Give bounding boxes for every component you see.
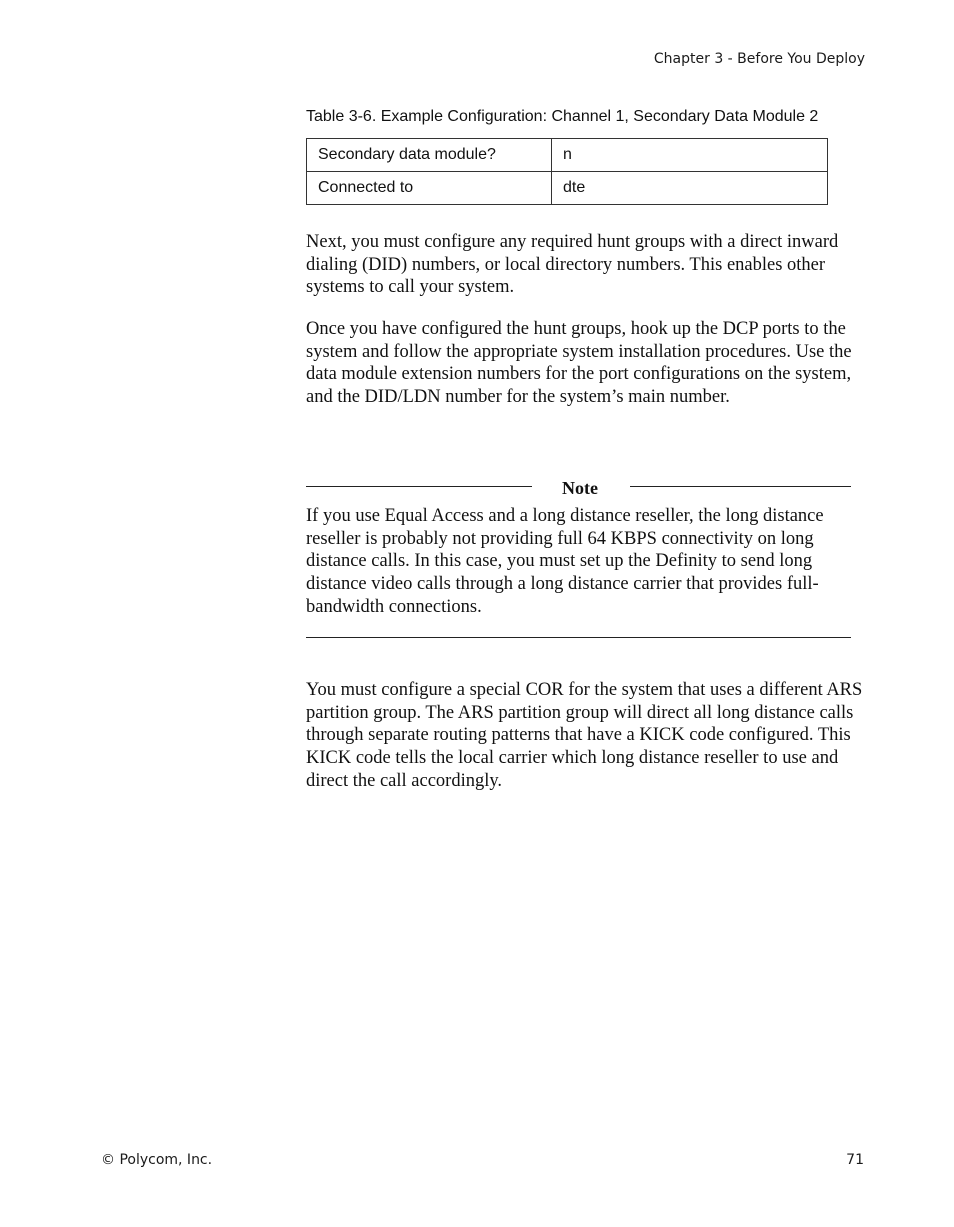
body-paragraph-cor: You must configure a special COR for the system that uses a different ARS partition group. The ARS partition group will direct all long distance calls through separate routing patterns that have a KICK code configured. This KICK code tells the local carrier which long distance reseller to use and direct the call accordingly. (306, 680, 863, 791)
note-bottom-rule (306, 637, 851, 638)
table-cell-label: Connected to (307, 172, 552, 205)
note-rule-left (306, 486, 532, 487)
footer-copyright: © Polycom, Inc. (101, 1152, 213, 1168)
table-caption: Table 3-6. Example Configuration: Channel 1, Secondary Data Module 2 (306, 108, 819, 125)
table-row (307, 139, 828, 172)
footer-page-number: 71 (846, 1152, 864, 1168)
configuration-table (306, 138, 828, 205)
note-header (306, 477, 851, 499)
table-cell-label: Secondary data module? (307, 139, 552, 172)
note-text: If you use Equal Access and a long distance reseller, the long distance reseller is probably not providing full 64 KBPS connectivity on long distance calls. In this case, you must set up the Definity to send long distance video calls through a long distance carrier that provides full-bandwidth connections. (306, 506, 824, 617)
body-paragraph-hunt-groups: Next, you must configure any required hunt groups with a direct inward dialing (DID) numbers, or local directory numbers. This enables other systems to call your system. (306, 232, 839, 298)
body-paragraph-dcp-ports: Once you have configured the hunt groups, hook up the DCP ports to the system and follow the appropriate system installation procedures. Use the data module extension numbers for the port configurations on the system, and the DID/LDN number for the system’s main number. (306, 319, 852, 408)
table-row (307, 172, 828, 205)
table-cell-value: dte (552, 172, 828, 205)
table-cell-value: n (552, 139, 828, 172)
note-rule-right (630, 486, 851, 487)
note-title: Note (562, 478, 598, 498)
running-header: Chapter 3 - Before You Deploy (653, 51, 865, 67)
